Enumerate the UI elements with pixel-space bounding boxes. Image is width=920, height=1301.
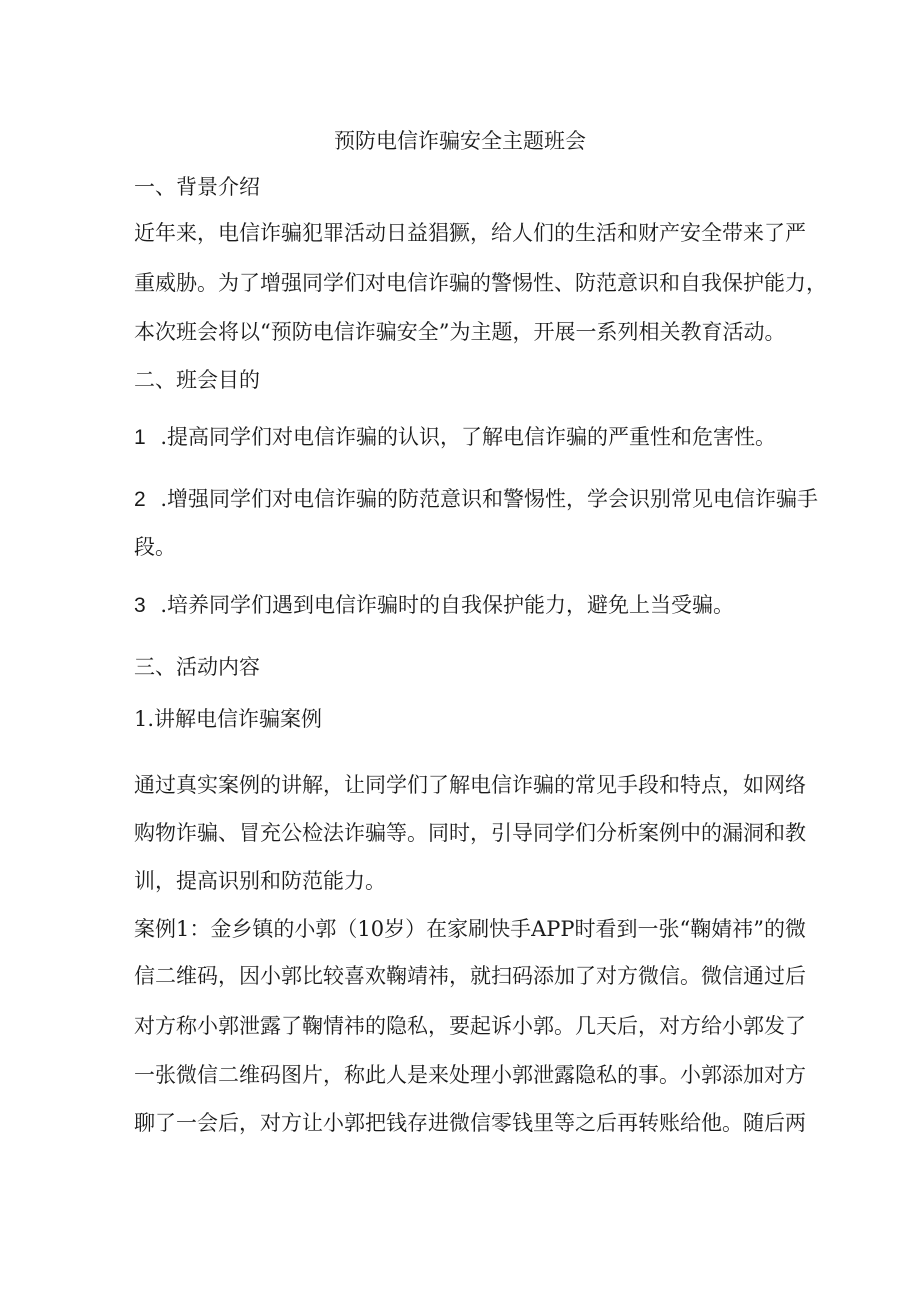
paragraph-line: 训，提高识别和防范能力。 — [134, 869, 386, 893]
paragraph-line: 本次班会将以“预防电信诈骗安全”为主题，开展一系列相关教育活动。 — [134, 320, 786, 344]
case-line: 信二维码，因小郭比较喜欢鞠靖祎，就扫码添加了对方微信。微信通过后 — [134, 964, 806, 988]
list-text: .提高同学们对电信诈骗的认识，了解电信诈骗的严重性和危害性。 — [160, 425, 777, 449]
section-heading-background: 一、背景介绍 — [134, 175, 260, 199]
case-line: 一张微信二维码图片，称此人是来处理小郭泄露隐私的事。小郭添加对方 — [134, 1063, 806, 1087]
list-item — [134, 484, 818, 515]
paragraph-line: 通过真实案例的讲解，让同学们了解电信诈骗的常见手段和特点，如网络 — [134, 773, 806, 797]
list-number: 3 — [134, 594, 146, 617]
list-text: .培养同学们遇到电信诈骗时的自我保护能力，避免上当受骗。 — [160, 593, 735, 617]
paragraph-line: 近年来，电信诈骗犯罪活动日益猖獗，给人们的生活和财产安全带来了严 — [134, 221, 806, 245]
list-text: .增强同学们对电信诈骗的防范意识和警惕性，学会识别常见电信诈骗手 — [160, 487, 819, 511]
paragraph-line: 重威胁。为了增强同学们对电信诈骗的警惕性、防范意识和自我保护能力， — [134, 271, 827, 295]
list-number: 2 — [134, 488, 146, 511]
case-line: 聊了一会后，对方让小郭把钱存进微信零钱里等之后再转账给他。随后两 — [134, 1111, 806, 1135]
document-title: 预防电信诈骗安全主题班会 — [334, 129, 586, 153]
section-heading-activities: 三、活动内容 — [134, 655, 260, 679]
subsection-heading: 1.讲解电信诈骗案例 — [134, 707, 323, 731]
section-heading-purpose: 二、班会目的 — [134, 368, 260, 392]
list-text-continuation: 段。 — [134, 535, 176, 559]
case-line: 对方称小郭泄露了鞠情祎的隐私，要起诉小郭。几天后，对方给小郭发了 — [134, 1014, 806, 1038]
paragraph-line: 购物诈骗、冒充公检法诈骗等。同时，引导同学们分析案例中的漏洞和教 — [134, 821, 806, 845]
list-item — [134, 422, 776, 453]
case-line: 案例1：金乡镇的小郭（10岁）在家刷快手APP时看到一张“鞠婧祎”的微 — [134, 917, 806, 941]
list-number: 1 — [134, 426, 146, 449]
list-item — [134, 590, 734, 621]
